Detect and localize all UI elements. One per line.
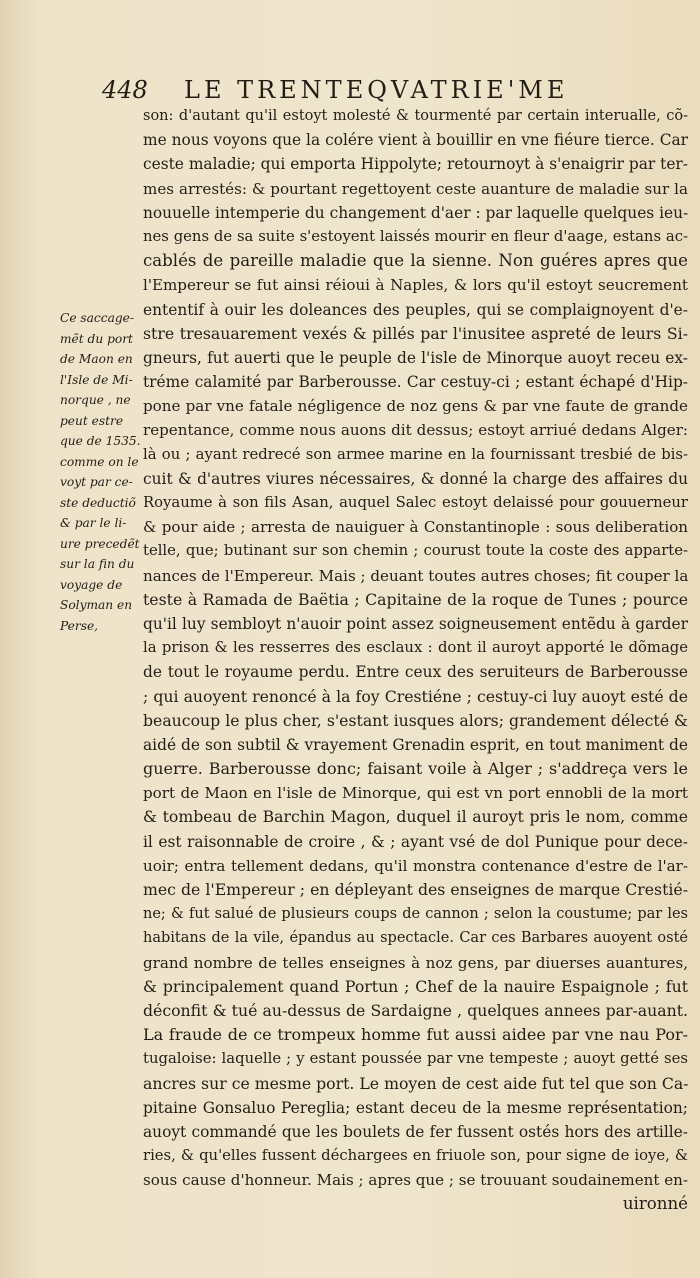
margin-note-line: ure precedẽt xyxy=(60,536,140,551)
text-line: déconfit & tué au-dessus de Sardaigne , quelques annees par-auant. xyxy=(143,1000,688,1020)
margin-note-line: Perse, xyxy=(60,618,99,633)
margin-note-line: que de 1535. xyxy=(60,434,141,448)
text-line: cuit & d'autres viures nécessaires, & donné la charge des affaires du xyxy=(143,469,688,488)
text-line: l'Empereur se fut ainsi réioui à Naples, & lors qu'il estoyt seucrement xyxy=(143,276,688,295)
margin-note-line: & par le li- xyxy=(60,516,127,530)
text-line: là ou ; ayant redrecé son armee marine en la fournissant tresbié de bis- xyxy=(143,445,688,463)
text-line: & principalement quand Portun ; Chef de la nauire Espaignole ; fut xyxy=(143,976,688,996)
text-line: son: d'autant qu'il estoyt molesté & tourmenté par certain interualle, cõ- xyxy=(143,108,688,124)
text-line: ; qui auoyent renoncé à la foy Crestiéne ; cestuy-ci luy auoyt esté de xyxy=(143,686,688,706)
text-line: ne; & fut salué de plusieurs coups de cannon ; selon la coustume; par les xyxy=(143,906,688,923)
text-line: habitans de la vile, épandus au spectacle. Car ces Barbares auoyent osté xyxy=(143,930,688,947)
catchword: uironné xyxy=(622,1194,688,1214)
margin-note-line: mẽt du port xyxy=(60,331,133,346)
running-title: LE TRENTEQVATRIE'ME xyxy=(184,76,569,104)
text-line: ancres sur ce mesme port. Le moyen de cest aide fut tel que son Ca- xyxy=(143,1073,689,1093)
text-line: beaucoup le plus cher, s'estant iusques alors; grandement délecté & xyxy=(143,710,688,730)
margin-note-line: ste deductiõ xyxy=(60,495,136,510)
text-line: grand nombre de telles enseignes à noz gens, par diuerses auantures, xyxy=(143,953,688,972)
text-line: ententif à ouir les doleances des peuples, qui se complaignoyent d'e- xyxy=(143,300,688,319)
text-line: mes arrestés: & pourtant regettoyent ceste auanture de maladie sur la xyxy=(143,179,688,198)
text-line: mec de l'Empereur ; en dépleyant des enseignes de marque Crestié- xyxy=(143,880,688,899)
text-line: nances de l'Empereur. Mais ; deuant toutes autres choses; fit couper la xyxy=(143,566,689,585)
text-line: tugaloise: laquelle ; y estant poussée par vne tempeste ; auoyt getté ses xyxy=(143,1050,688,1068)
text-line: cablés de pareille maladie que la sienne. Non guéres apres que xyxy=(143,251,688,271)
text-line: port de Maon en l'isle de Minorque, qui est vn port ennobli de la mort xyxy=(143,784,688,803)
text-line: sous cause d'honneur. Mais ; apres que ; se trouuant soudainement en- xyxy=(143,1171,688,1190)
margin-note-line: sur la fin du xyxy=(60,557,135,571)
text-line: uoir; entra tellement dedans, qu'il monstra contenance d'estre de l'ar- xyxy=(143,856,688,875)
text-line: gneurs, fut auerti que le peuple de l'isle de Minorque auoyt receu ex- xyxy=(143,348,688,367)
margin-note-line: comme on le xyxy=(60,454,139,469)
text-line: de tout le royaume perdu. Entre ceux des seruiteurs de Barberousse xyxy=(143,663,688,682)
text-line: nes gens de sa suite s'estoyent laissés mourir en fleur d'aage, estans ac- xyxy=(143,227,688,245)
text-line: stre tresauarement vexés & pillés par l'inusitee aspreté de leurs Si- xyxy=(143,323,688,343)
text-line: telle, que; butinant sur son chemin ; courust toute la coste des apparte- xyxy=(143,542,688,560)
text-line: ries, & qu'elles fussent déchargees en friuole son, pour signe de ioye, & xyxy=(143,1147,688,1165)
margin-note-line: norque , ne xyxy=(60,393,131,407)
text-line: pitaine Gonsaluo Pereglia; estant deceu de la mesme représentation; xyxy=(143,1098,688,1117)
text-line: & tombeau de Barchin Magon, duquel il auroyt pris le nom, comme xyxy=(143,807,688,827)
page-header xyxy=(98,74,686,108)
margin-note-line: voyage de xyxy=(60,577,123,592)
text-line: auoyt commandé que les boulets de fer fussent ostés hors des artille- xyxy=(143,1122,688,1141)
text-line: Royaume à son fils Asan, auquel Salec estoyt delaissé pour gouuerneur xyxy=(143,494,688,511)
margin-note-line: de Maon en xyxy=(60,352,133,366)
margin-note-line: Solyman en xyxy=(60,598,133,612)
main-text-block xyxy=(143,104,688,1217)
text-line: guerre. Barberousse donc; faisant voile à Alger ; s'addreça vers le xyxy=(143,759,688,779)
text-line: La fraude de ce trompeux homme fut aussi aidee par vne nau Por- xyxy=(143,1025,688,1045)
text-line: repentance, comme nous auons dit dessus; estoyt arriué dedans Alger: xyxy=(143,421,688,440)
margin-note-line: peut estre xyxy=(60,413,124,428)
text-line: aidé de son subtil & vrayement Grenadin esprit, en tout maniment de xyxy=(143,735,688,754)
text-line: me nous voyons que la colére vient à bouillir en vne fiéure tierce. Car xyxy=(143,131,688,150)
text-line: & pour aide ; arresta de nauiguer à Constantinople : sous deliberation xyxy=(143,518,688,537)
margin-note-line: Ce saccage- xyxy=(60,311,134,325)
margin-note-line: voyt par ce- xyxy=(60,475,133,489)
text-line: qu'il luy sembloyt n'auoir point assez soigneusement entẽdu à garder xyxy=(143,614,688,633)
margin-note-line: l'Isle de Mi- xyxy=(60,372,133,387)
text-line: teste à Ramada de Baëtia ; Capitaine de la roque de Tunes ; pource xyxy=(143,589,688,609)
folio-number: 448 xyxy=(102,76,148,104)
margin-note xyxy=(60,308,146,636)
text-line: nouuelle intemperie du changement d'aer : par laquelle quelques ieu- xyxy=(143,203,689,222)
text-line: ceste maladie; qui emporta Hippolyte; retournoyt à s'enaigrir par ter- xyxy=(143,155,688,174)
text-line: la prison & les resserres des esclaux : dont il auroyt apporté le dõmage xyxy=(143,639,688,657)
text-line: tréme calamité par Barberousse. Car cestuy-ci ; estant échapé d'Hip- xyxy=(143,373,688,392)
text-line: pone par vne fatale négligence de noz gens & par vne faute de grande xyxy=(143,397,688,416)
text-line: il est raisonnable de croire , & ; ayant vsé de dol Punique pour dece- xyxy=(143,832,688,851)
